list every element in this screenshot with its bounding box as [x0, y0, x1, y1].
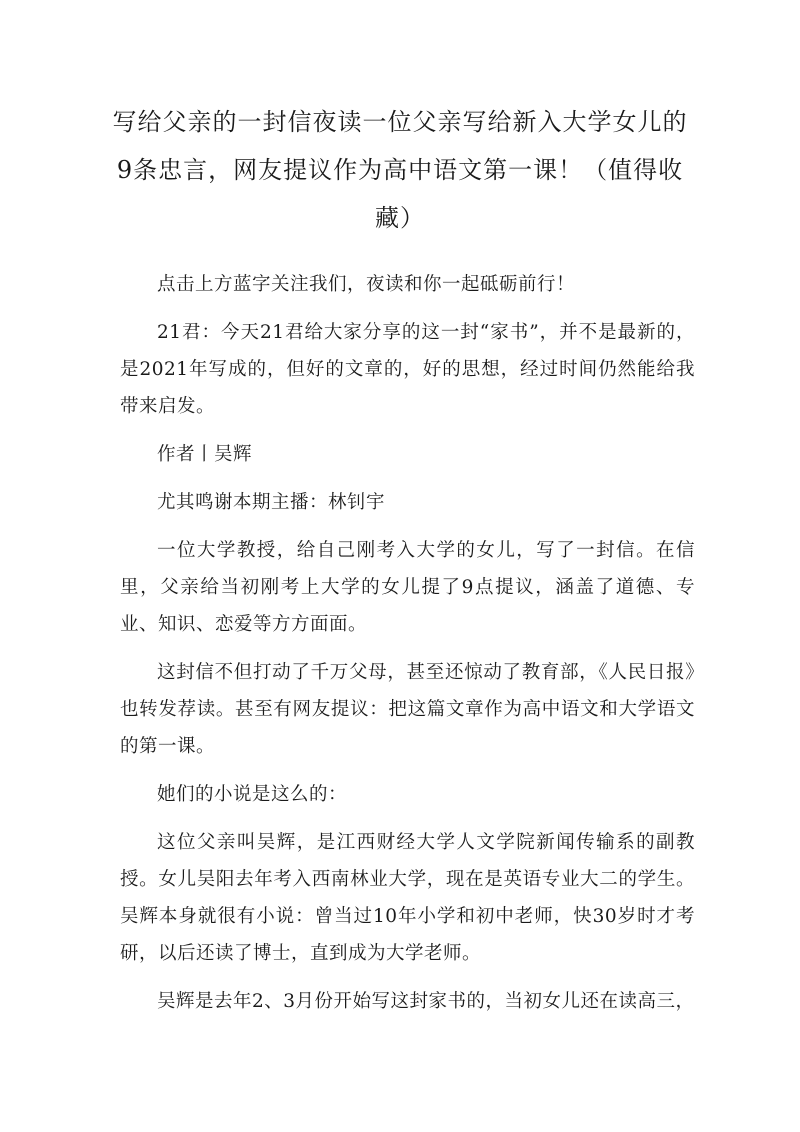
- paragraph-host-credit: 尤其鸣谢本期主播：林钊宇: [157, 492, 386, 513]
- paragraph-follow-prompt: 点击上方蓝字关注我们，夜读和你一起砥砺前行！: [157, 274, 576, 295]
- document-title: 写给父亲的一封信夜读一位父亲写给新入大学女儿的9条忠言，网友提议作为高中语文第一课！（值得收藏）: [112, 108, 688, 232]
- paragraph-father-background: 这位父亲叫吴辉，是江西财经大学人文学院新闻传输系的副教授。女儿吴阳去年考入西南林业大学，现在是英语专业大二的学生。吴辉本身就很有小说：曾当过10年小学和初中老师，快30岁时才考研，以后还读了博士，直到成为大学老师。: [120, 832, 695, 964]
- paragraph-impact: 这封信不但打动了千万父母，甚至还惊动了教育部，《人民日报》也转发荐读。甚至有网友提议：把这篇文章作为高中语文和大学语文的第一课。: [120, 662, 695, 757]
- paragraph-letter-start: 吴辉是去年2、3月份开始写这封家书的，当初女儿还在读高三，: [157, 991, 695, 1012]
- document-body: [120, 266, 695, 1031]
- paragraph-intro: 21君：今天21君给大家分享的这一封“家书”，并不是最新的，是2021年写成的，但好的文章的，好的思想，经过时间仍然能给我带来启发。: [120, 322, 695, 417]
- paragraph-professor-letter: 一位大学教授，给自己刚考入大学的女儿，写了一封信。在信里，父亲给当初刚考上大学的女儿提了9点提议，涵盖了道德、专业、知识、恋爱等方方面面。: [120, 540, 695, 635]
- paragraph-author: 作者丨吴辉: [157, 444, 253, 465]
- paragraph-story-lead: 她们的小说是这么的：: [157, 784, 348, 805]
